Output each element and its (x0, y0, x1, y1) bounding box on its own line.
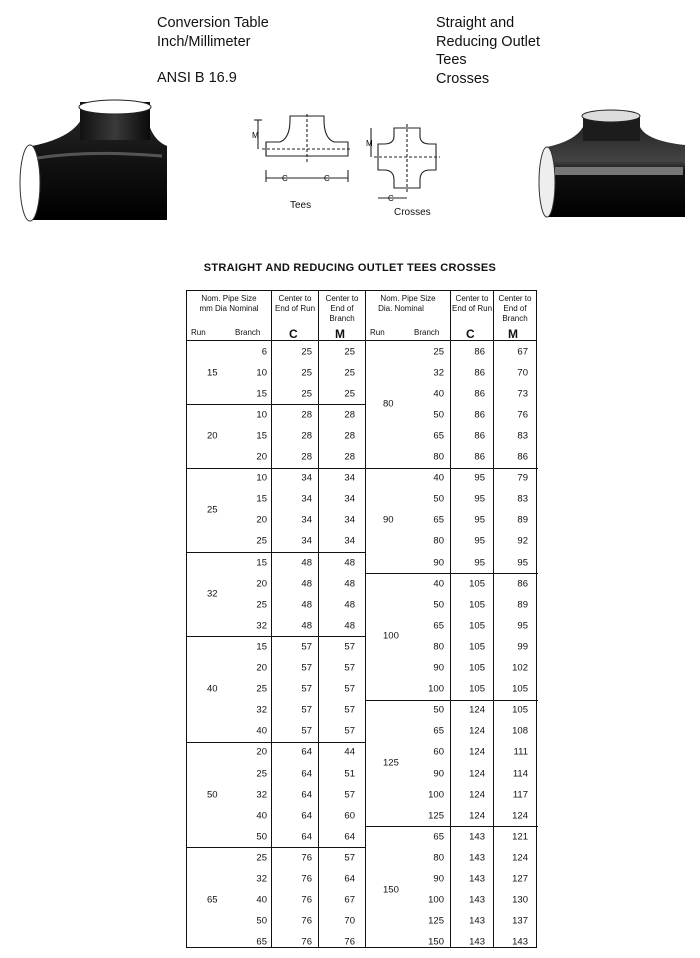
center-to-end-branch-cell: 28 (344, 430, 355, 442)
branch-size-cell: 125 (428, 810, 444, 822)
tee-fitting-photo-left (12, 98, 172, 228)
center-to-end-branch-cell: 44 (344, 746, 355, 758)
tee-c-label-right: C (324, 174, 330, 183)
group-rule (187, 552, 365, 553)
center-to-end-branch-cell: 124 (512, 810, 528, 822)
branch-size-cell: 90 (433, 768, 444, 780)
group-rule (365, 826, 538, 827)
branch-size-cell: 80 (433, 641, 444, 653)
center-to-end-branch-cell: 34 (344, 493, 355, 505)
center-to-end-run-cell: 28 (301, 451, 312, 463)
run-size-cell: 25 (207, 504, 218, 516)
branch-size-cell: 90 (433, 873, 444, 885)
run-size-cell: 125 (383, 757, 399, 769)
center-to-end-branch-cell: 102 (512, 662, 528, 674)
center-to-end-run-cell: 64 (301, 789, 312, 801)
subtitle-line-2: Reducing Outlet (436, 33, 540, 50)
hdr-m-symbol-left: M (335, 327, 345, 341)
subtitle-line-4: Crosses (436, 70, 490, 87)
center-to-end-branch-cell: 86 (517, 578, 528, 590)
branch-size-cell: 20 (256, 451, 267, 463)
center-to-end-branch-cell: 57 (344, 852, 355, 864)
center-to-end-run-cell: 95 (474, 535, 485, 547)
center-to-end-run-cell: 64 (301, 831, 312, 843)
center-to-end-run-cell: 64 (301, 810, 312, 822)
branch-size-cell: 65 (433, 620, 444, 632)
center-to-end-branch-cell: 89 (517, 514, 528, 526)
branch-size-cell: 15 (256, 388, 267, 400)
center-to-end-branch-cell: 99 (517, 641, 528, 653)
center-to-end-run-cell: 95 (474, 493, 485, 505)
run-size-cell: 100 (383, 630, 399, 642)
center-to-end-branch-cell: 28 (344, 409, 355, 421)
branch-size-cell: 100 (428, 789, 444, 801)
center-to-end-branch-cell: 57 (344, 683, 355, 695)
branch-size-cell: 50 (256, 831, 267, 843)
run-size-cell: 80 (383, 398, 394, 410)
branch-size-cell: 40 (256, 894, 267, 906)
center-to-end-branch-cell: 64 (344, 873, 355, 885)
center-to-end-run-cell: 86 (474, 346, 485, 358)
center-to-end-run-cell: 95 (474, 557, 485, 569)
center-to-end-branch-cell: 108 (512, 725, 528, 737)
center-to-end-branch-cell: 48 (344, 578, 355, 590)
branch-size-cell: 10 (256, 472, 267, 484)
center-to-end-run-cell: 76 (301, 873, 312, 885)
center-to-end-branch-cell: 89 (517, 599, 528, 611)
center-to-end-run-cell: 57 (301, 641, 312, 653)
center-to-end-branch-cell: 51 (344, 768, 355, 780)
run-size-cell: 150 (383, 884, 399, 896)
branch-size-cell: 150 (428, 936, 444, 948)
center-to-end-run-cell: 86 (474, 451, 485, 463)
center-to-end-branch-cell: 60 (344, 810, 355, 822)
run-size-cell: 40 (207, 683, 218, 695)
center-to-end-run-cell: 86 (474, 409, 485, 421)
branch-size-cell: 6 (261, 346, 267, 358)
center-to-end-run-cell: 124 (469, 810, 485, 822)
branch-size-cell: 40 (433, 472, 444, 484)
run-size-cell: 90 (383, 514, 394, 526)
title-line-1: Conversion Table (157, 15, 269, 31)
hdr-nom-right-1: Nom. Pipe Size (380, 294, 436, 303)
center-to-end-branch-cell: 105 (512, 683, 528, 695)
center-to-end-branch-cell: 70 (344, 915, 355, 927)
branch-size-cell: 65 (433, 831, 444, 843)
center-to-end-branch-cell: 95 (517, 620, 528, 632)
center-to-end-branch-cell: 79 (517, 472, 528, 484)
center-to-end-branch-cell: 25 (344, 346, 355, 358)
col-divider (271, 291, 272, 947)
center-to-end-branch-cell: 83 (517, 430, 528, 442)
center-to-end-branch-cell: 117 (512, 789, 528, 801)
center-to-end-branch-cell: 73 (517, 388, 528, 400)
group-rule (187, 847, 365, 848)
center-to-end-branch-cell: 57 (344, 641, 355, 653)
subtitle-line-1: Straight and (436, 15, 515, 31)
center-to-end-branch-cell: 64 (344, 831, 355, 843)
center-to-end-run-cell: 57 (301, 725, 312, 737)
title-block-left (157, 14, 269, 51)
header-rule (187, 340, 536, 341)
group-rule (187, 404, 365, 405)
branch-size-cell: 25 (256, 768, 267, 780)
cross-caption: Crosses (394, 207, 431, 218)
center-to-end-branch-cell: 105 (512, 704, 528, 716)
center-to-end-run-cell: 25 (301, 367, 312, 379)
hdr-run-right: Run (370, 328, 385, 337)
standard-label: ANSI B 16.9 (157, 70, 237, 86)
branch-size-cell: 25 (433, 346, 444, 358)
center-to-end-run-cell: 76 (301, 852, 312, 864)
table-title: STRAIGHT AND REDUCING OUTLET TEES CROSSES (203, 262, 497, 274)
group-rule (187, 742, 365, 743)
branch-size-cell: 100 (428, 894, 444, 906)
branch-size-cell: 80 (433, 852, 444, 864)
center-to-end-branch-cell: 34 (344, 535, 355, 547)
center-to-end-run-cell: 105 (469, 662, 485, 674)
center-to-end-run-cell: 57 (301, 704, 312, 716)
cross-m-label: M (366, 139, 373, 148)
group-rule (187, 468, 365, 469)
center-to-end-run-cell: 48 (301, 599, 312, 611)
center-to-end-branch-cell: 48 (344, 599, 355, 611)
hdr-run-left: Run (191, 328, 206, 337)
center-to-end-branch-cell: 130 (512, 894, 528, 906)
hdr-c-desc-right: Center to End of Run (451, 294, 493, 313)
branch-size-cell: 40 (433, 578, 444, 590)
branch-size-cell: 20 (256, 578, 267, 590)
center-to-end-run-cell: 143 (469, 873, 485, 885)
center-to-end-run-cell: 48 (301, 578, 312, 590)
center-to-end-run-cell: 76 (301, 915, 312, 927)
center-to-end-run-cell: 25 (301, 346, 312, 358)
center-to-end-run-cell: 105 (469, 641, 485, 653)
conversion-table (186, 290, 537, 948)
center-to-end-run-cell: 34 (301, 535, 312, 547)
group-rule (365, 573, 538, 574)
center-to-end-branch-cell: 67 (344, 894, 355, 906)
tee-fitting-photo-right (535, 105, 695, 225)
center-to-end-run-cell: 143 (469, 852, 485, 864)
branch-size-cell: 65 (256, 936, 267, 948)
center-to-end-run-cell: 64 (301, 746, 312, 758)
center-to-end-branch-cell: 92 (517, 535, 528, 547)
center-to-end-run-cell: 105 (469, 683, 485, 695)
center-to-end-run-cell: 95 (474, 514, 485, 526)
branch-size-cell: 15 (256, 641, 267, 653)
branch-size-cell: 90 (433, 662, 444, 674)
center-to-end-branch-cell: 127 (512, 873, 528, 885)
branch-size-cell: 32 (256, 873, 267, 885)
branch-size-cell: 20 (256, 746, 267, 758)
center-to-end-branch-cell: 83 (517, 493, 528, 505)
center-to-end-branch-cell: 34 (344, 472, 355, 484)
center-to-end-run-cell: 76 (301, 936, 312, 948)
center-to-end-branch-cell: 25 (344, 367, 355, 379)
tee-c-label-left: C (282, 174, 288, 183)
branch-size-cell: 25 (256, 852, 267, 864)
hdr-branch-left: Branch (235, 328, 261, 337)
center-to-end-run-cell: 34 (301, 472, 312, 484)
branch-size-cell: 65 (433, 430, 444, 442)
center-to-end-run-cell: 124 (469, 768, 485, 780)
center-to-end-run-cell: 124 (469, 746, 485, 758)
center-to-end-branch-cell: 28 (344, 451, 355, 463)
branch-size-cell: 125 (428, 915, 444, 927)
branch-size-cell: 15 (256, 493, 267, 505)
branch-size-cell: 40 (433, 388, 444, 400)
center-to-end-branch-cell: 57 (344, 662, 355, 674)
hdr-nom-right-2: Dia. Nominal (378, 304, 424, 313)
col-divider (493, 291, 494, 947)
cross-c-label: C (388, 194, 394, 203)
hdr-m-desc-left: Center to End of Branch (325, 294, 359, 323)
center-to-end-branch-cell: 114 (512, 768, 528, 780)
title-block-right (436, 14, 540, 88)
group-rule (365, 468, 538, 469)
branch-size-cell: 40 (256, 725, 267, 737)
hdr-branch-right: Branch (414, 328, 440, 337)
branch-size-cell: 50 (433, 409, 444, 421)
center-to-end-run-cell: 64 (301, 768, 312, 780)
center-to-end-branch-cell: 70 (517, 367, 528, 379)
center-to-end-run-cell: 28 (301, 430, 312, 442)
center-to-end-run-cell: 124 (469, 725, 485, 737)
group-rule (365, 700, 538, 701)
title-line-2: Inch/Millimeter (157, 33, 251, 50)
center-to-end-branch-cell: 143 (512, 936, 528, 948)
run-size-cell: 15 (207, 367, 218, 379)
branch-size-cell: 80 (433, 535, 444, 547)
branch-size-cell: 32 (433, 367, 444, 379)
hdr-m-desc-right: Center to End of Branch (498, 294, 532, 323)
branch-size-cell: 15 (256, 557, 267, 569)
run-size-cell: 32 (207, 588, 218, 600)
center-to-end-run-cell: 143 (469, 915, 485, 927)
center-to-end-run-cell: 34 (301, 514, 312, 526)
center-to-end-branch-cell: 48 (344, 557, 355, 569)
center-to-end-run-cell: 124 (469, 789, 485, 801)
center-to-end-run-cell: 48 (301, 557, 312, 569)
run-size-cell: 50 (207, 789, 218, 801)
hdr-m-symbol-right: M (508, 327, 518, 341)
center-to-end-run-cell: 143 (469, 831, 485, 843)
center-to-end-run-cell: 48 (301, 620, 312, 632)
branch-size-cell: 25 (256, 599, 267, 611)
center-to-end-run-cell: 143 (469, 894, 485, 906)
branch-size-cell: 50 (433, 493, 444, 505)
center-to-end-branch-cell: 121 (512, 831, 528, 843)
col-divider (450, 291, 451, 947)
center-to-end-run-cell: 143 (469, 936, 485, 948)
center-to-end-branch-cell: 25 (344, 388, 355, 400)
center-to-end-branch-cell: 57 (344, 725, 355, 737)
branch-size-cell: 32 (256, 620, 267, 632)
center-to-end-branch-cell: 67 (517, 346, 528, 358)
center-to-end-branch-cell: 76 (344, 936, 355, 948)
center-to-end-branch-cell: 137 (512, 915, 528, 927)
hdr-c-desc-left: Center to End of Run (274, 294, 316, 313)
col-divider (365, 291, 366, 947)
branch-size-cell: 60 (433, 746, 444, 758)
branch-size-cell: 20 (256, 662, 267, 674)
center-to-end-branch-cell: 124 (512, 852, 528, 864)
center-to-end-run-cell: 86 (474, 388, 485, 400)
center-to-end-run-cell: 86 (474, 430, 485, 442)
branch-size-cell: 50 (433, 599, 444, 611)
tee-m-label: M (252, 131, 259, 140)
hdr-c-symbol-left: C (289, 327, 298, 341)
center-to-end-branch-cell: 48 (344, 620, 355, 632)
branch-size-cell: 65 (433, 725, 444, 737)
center-to-end-run-cell: 57 (301, 683, 312, 695)
center-to-end-run-cell: 124 (469, 704, 485, 716)
branch-size-cell: 50 (433, 704, 444, 716)
run-size-cell: 65 (207, 894, 218, 906)
center-to-end-run-cell: 86 (474, 367, 485, 379)
center-to-end-branch-cell: 57 (344, 704, 355, 716)
branch-size-cell: 80 (433, 451, 444, 463)
branch-size-cell: 10 (256, 409, 267, 421)
center-to-end-run-cell: 76 (301, 894, 312, 906)
hdr-c-symbol-right: C (466, 327, 475, 341)
center-to-end-run-cell: 34 (301, 493, 312, 505)
subtitle-line-3: Tees (436, 52, 467, 68)
branch-size-cell: 20 (256, 514, 267, 526)
cross-dimension-diagram (364, 122, 444, 212)
branch-size-cell: 15 (256, 430, 267, 442)
center-to-end-branch-cell: 76 (517, 409, 528, 421)
center-to-end-run-cell: 95 (474, 472, 485, 484)
center-to-end-run-cell: 25 (301, 388, 312, 400)
branch-size-cell: 40 (256, 810, 267, 822)
tee-caption: Tees (290, 200, 312, 211)
center-to-end-run-cell: 105 (469, 620, 485, 632)
center-to-end-run-cell: 105 (469, 599, 485, 611)
col-divider (318, 291, 319, 947)
branch-size-cell: 50 (256, 915, 267, 927)
hdr-nom-left-1: Nom. Pipe Size (201, 294, 257, 303)
branch-size-cell: 100 (428, 683, 444, 695)
hdr-nom-left-2: mm Dia Nominal (199, 304, 259, 313)
center-to-end-run-cell: 105 (469, 578, 485, 590)
branch-size-cell: 65 (433, 514, 444, 526)
center-to-end-branch-cell: 34 (344, 514, 355, 526)
center-to-end-branch-cell: 111 (513, 746, 528, 758)
branch-size-cell: 32 (256, 704, 267, 716)
branch-size-cell: 90 (433, 557, 444, 569)
center-to-end-branch-cell: 86 (517, 451, 528, 463)
branch-size-cell: 25 (256, 683, 267, 695)
run-size-cell: 20 (207, 430, 218, 442)
center-to-end-run-cell: 57 (301, 662, 312, 674)
group-rule (187, 636, 365, 637)
branch-size-cell: 25 (256, 535, 267, 547)
center-to-end-run-cell: 28 (301, 409, 312, 421)
center-to-end-branch-cell: 95 (517, 557, 528, 569)
branch-size-cell: 32 (256, 789, 267, 801)
center-to-end-branch-cell: 57 (344, 789, 355, 801)
branch-size-cell: 10 (256, 367, 267, 379)
